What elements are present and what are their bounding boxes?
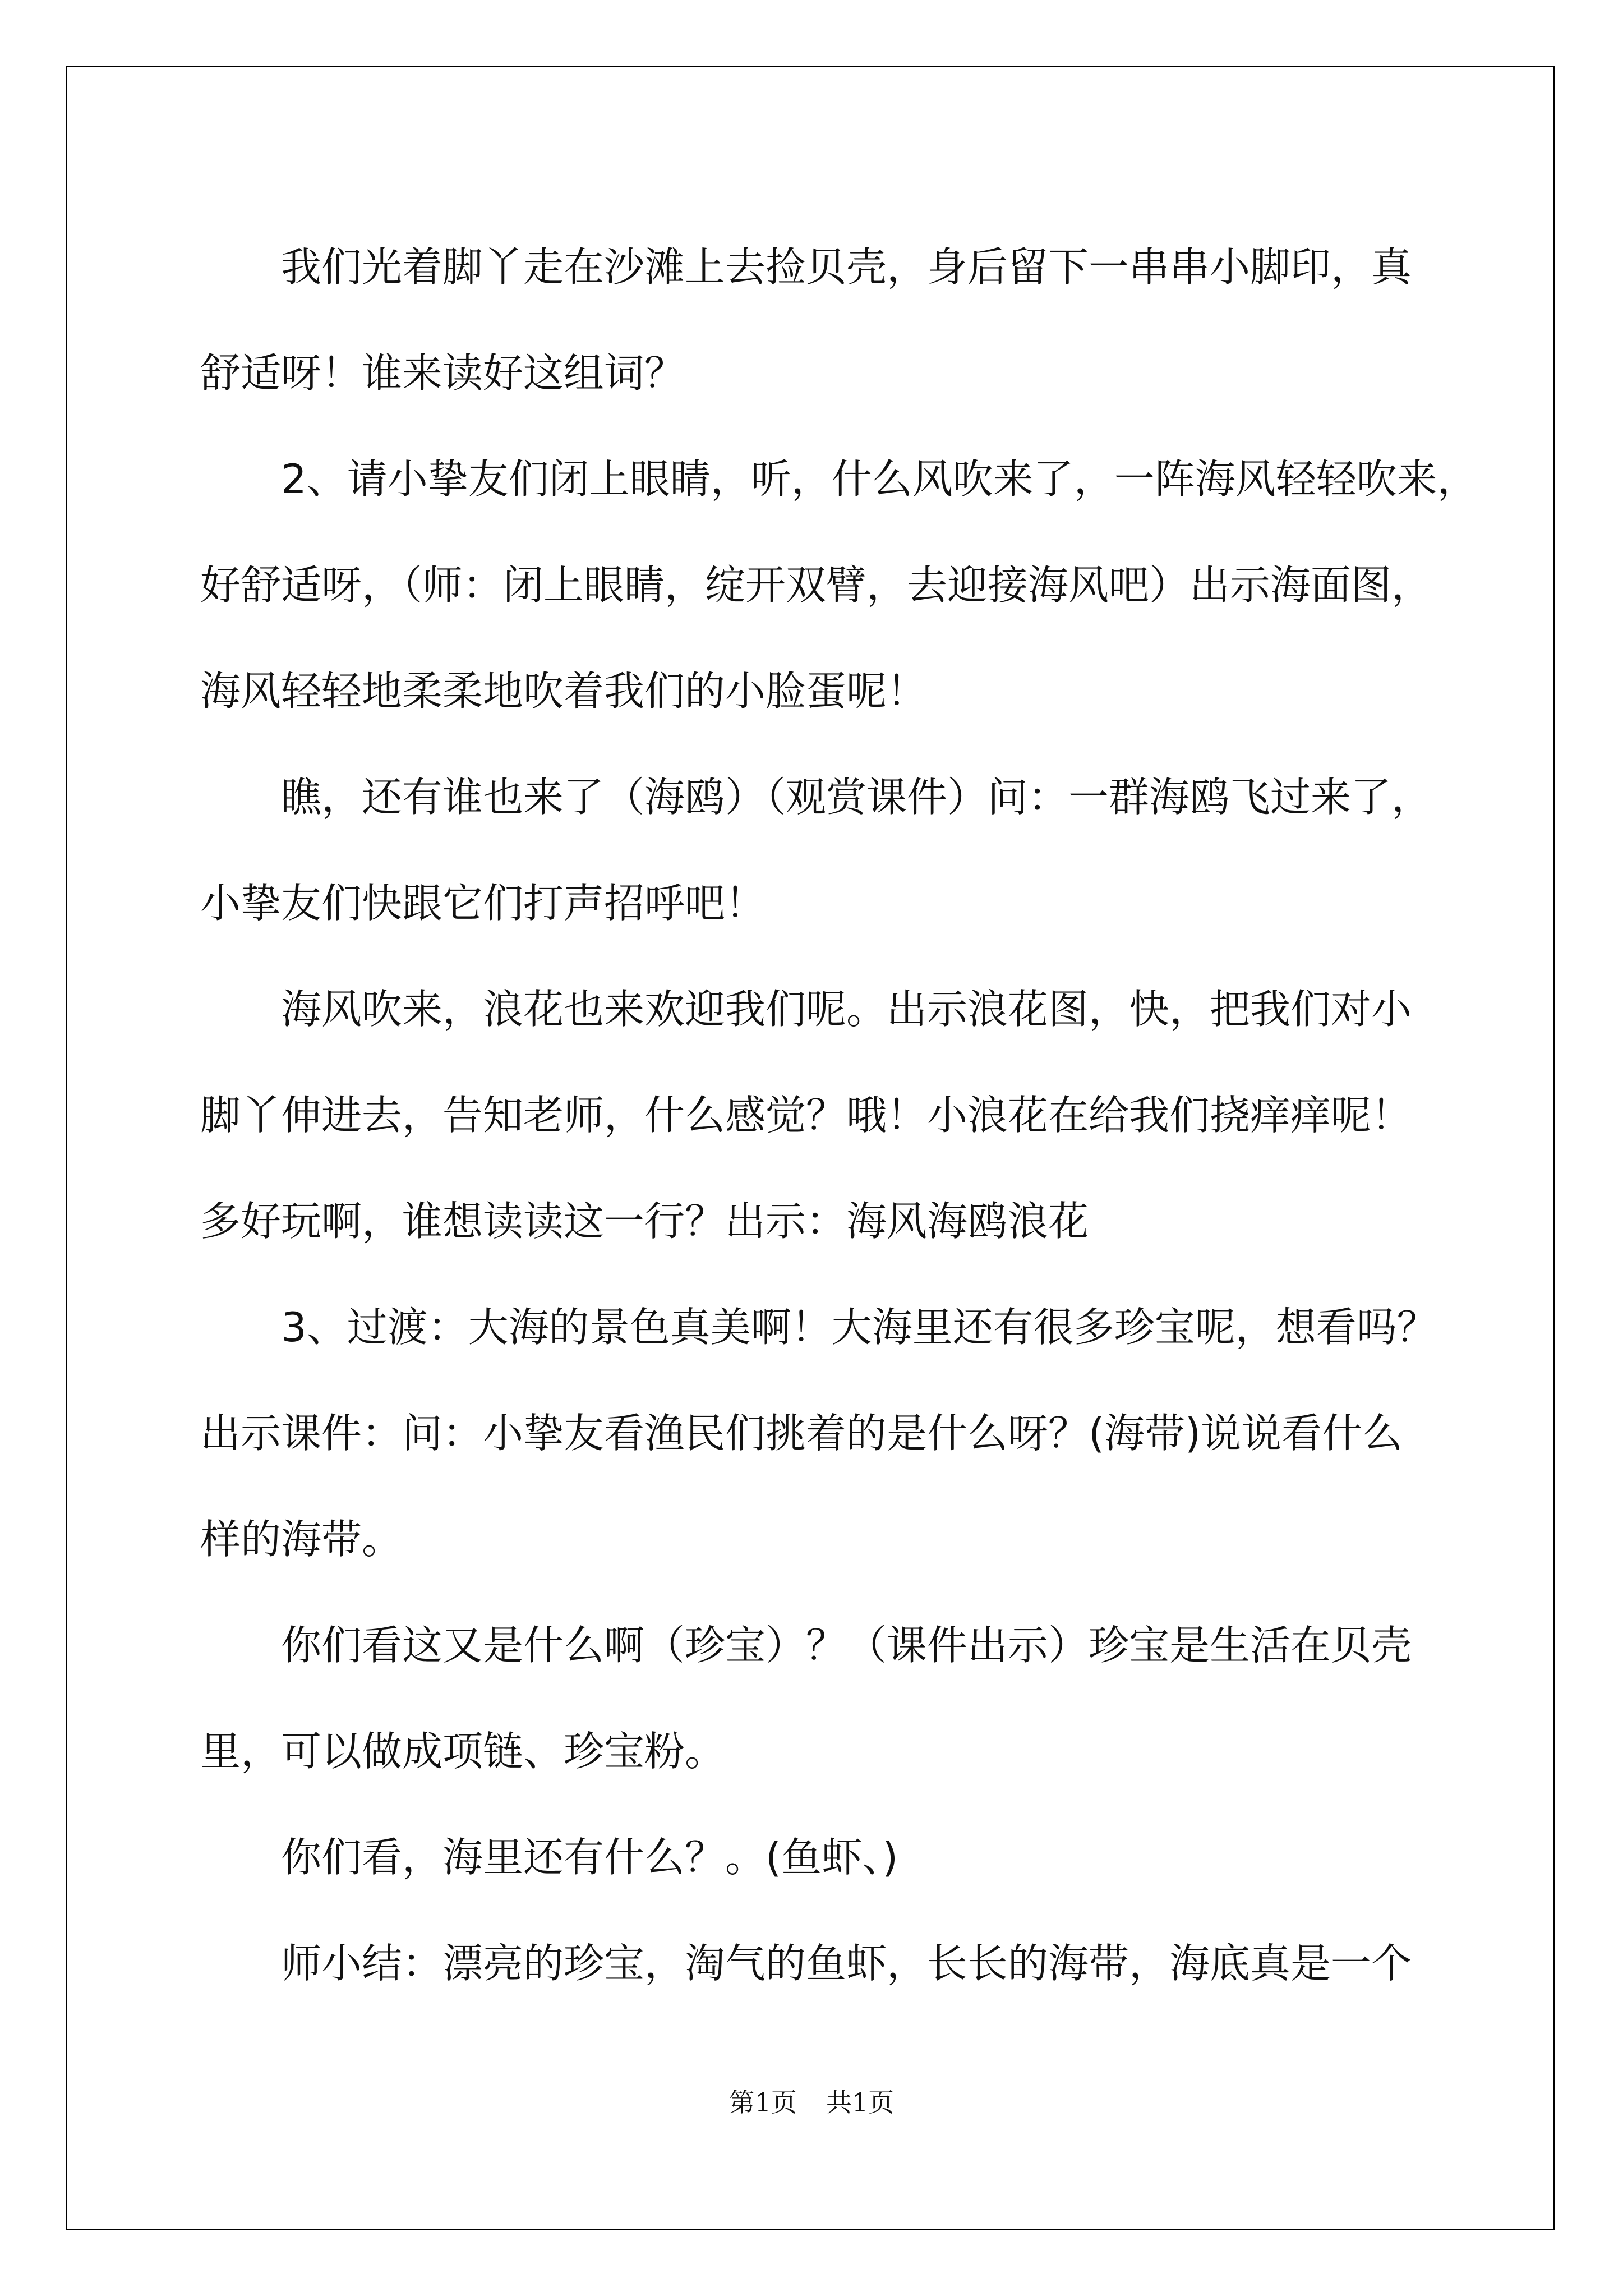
paragraph-7 xyxy=(200,1805,1428,1911)
paragraph-line: 海风吹来，浪花也来欢迎我们呢。出示浪花图，快，把我们对小 xyxy=(281,986,1412,1033)
paragraph-line: 我们光着脚丫走在沙滩上去捡贝壳，身后留下一串串小脚印，真 xyxy=(281,243,1412,291)
paragraph-line: 样的海带。 xyxy=(200,1516,403,1563)
paragraph-4 xyxy=(200,956,1428,1274)
paragraph-6 xyxy=(200,1593,1428,1805)
paragraph-line: 2、请小挚友们闭上眼睛，听，什么风吹来了，一阵海风轻轻吹来， xyxy=(281,455,1478,503)
paragraph-1 xyxy=(200,214,1428,426)
paragraph-2 xyxy=(200,426,1478,744)
paragraph-line: 多好玩啊，谁想读读这一行？出示：海风海鸥浪花 xyxy=(200,1198,1089,1245)
paragraph-line: 小挚友们快跟它们打声招呼吧！ xyxy=(200,880,766,927)
page-number: 第1页 xyxy=(728,2087,797,2118)
paragraph-line: 里，可以做成项链、珍宝粉。 xyxy=(200,1728,726,1775)
paragraph-line: 脚丫伸进去，告知老师，什么感觉？哦！小浪花在给我们挠痒痒呢！ xyxy=(200,1092,1412,1139)
paragraph-line: 出示课件：问：小挚友看渔民们挑着的是什么呀？(海带)说说看什么 xyxy=(200,1410,1403,1457)
paragraph-line: 瞧，还有谁也来了（海鸥）（观赏课件）问：一群海鸥飞过来了， xyxy=(281,774,1432,821)
paragraph-line: 舒适呀！谁来读好这组词？ xyxy=(200,349,685,397)
paragraph-line: 3、过渡：大海的景色真美啊！大海里还有很多珍宝呢，想看吗？ xyxy=(281,1304,1437,1351)
page-footer xyxy=(0,2082,1623,2119)
document-body xyxy=(200,214,1478,2017)
page-total: 共1页 xyxy=(826,2087,895,2118)
paragraph-5 xyxy=(200,1274,1437,1593)
paragraph-line: 你们看这又是什么啊（珍宝）？（课件出示）珍宝是生活在贝壳 xyxy=(281,1622,1412,1669)
paragraph-line: 海风轻轻地柔柔地吹着我们的小脸蛋呢！ xyxy=(200,668,928,715)
paragraph-3 xyxy=(200,744,1432,956)
paragraph-line: 好舒适呀，（师：闭上眼睛，绽开双臂，去迎接海风吧）出示海面图， xyxy=(200,562,1432,609)
paragraph-8 xyxy=(200,1911,1428,2017)
paragraph-line: 师小结：漂亮的珍宝，淘气的鱼虾，长长的海带，海底真是一个 xyxy=(281,1940,1412,1987)
paragraph-line: 你们看，海里还有什么？。(鱼虾、) xyxy=(281,1834,898,1881)
